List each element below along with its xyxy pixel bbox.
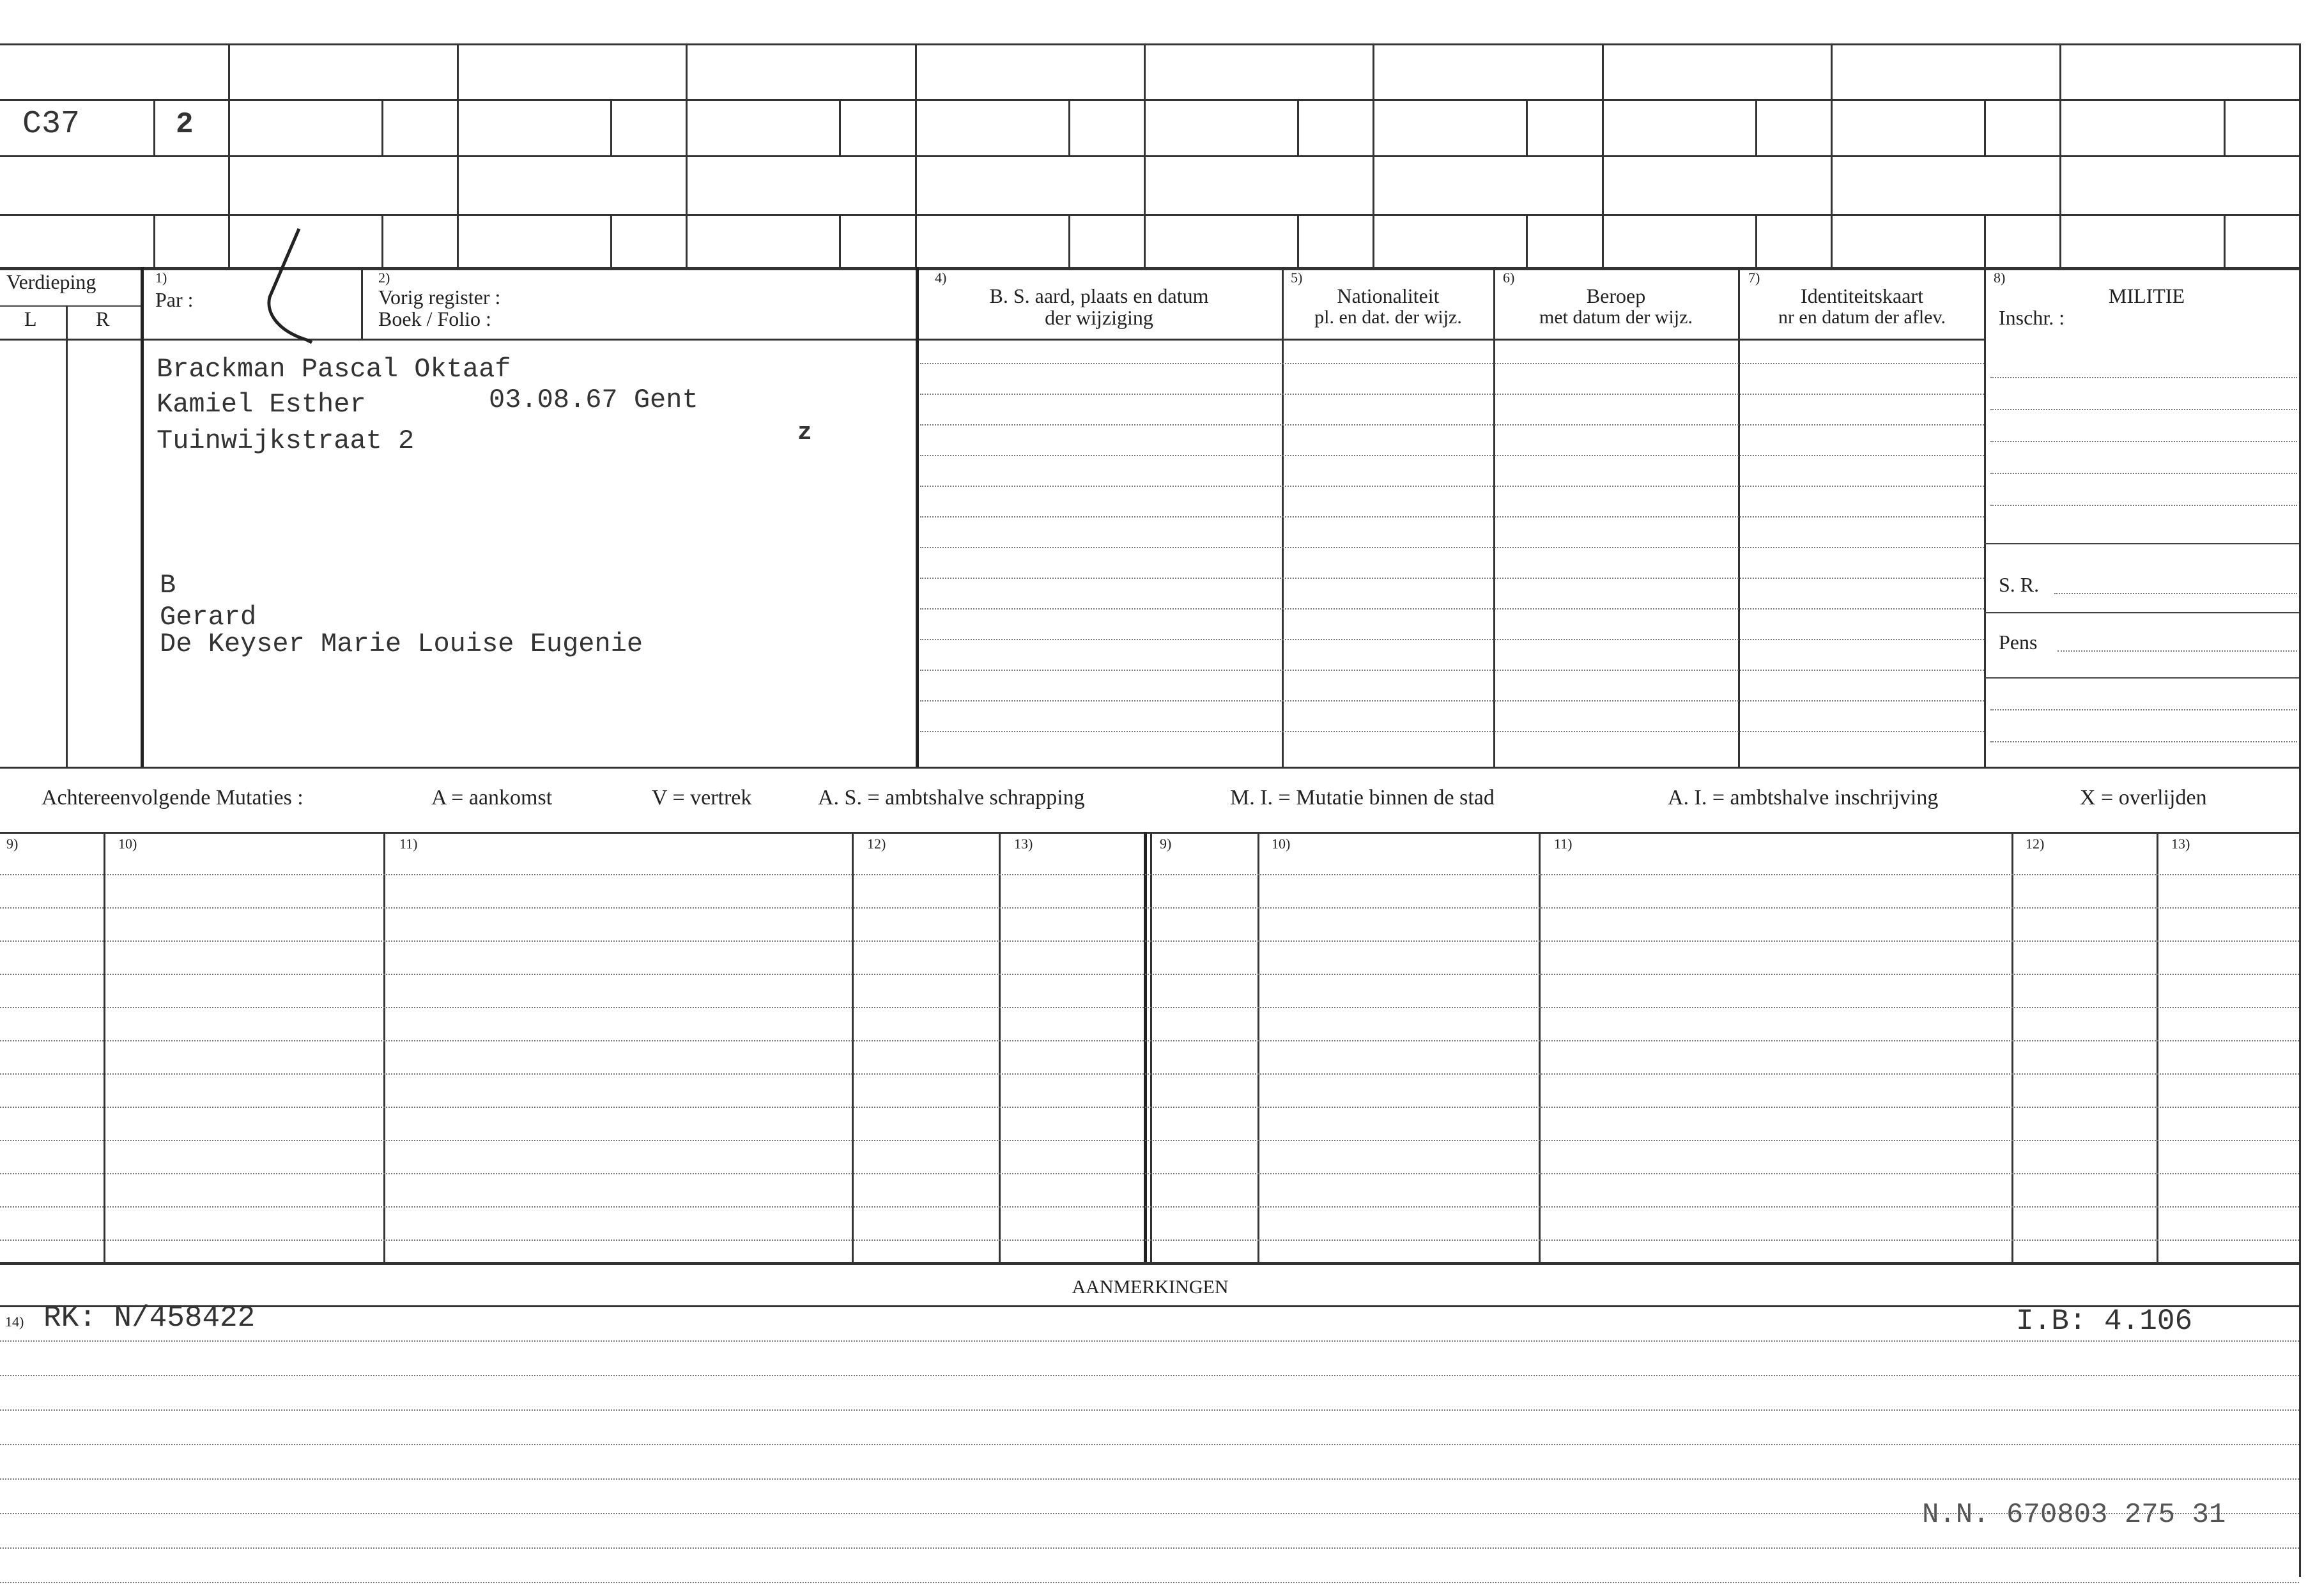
mut-col-12b: 12) xyxy=(2026,836,2045,852)
mut-col-10a: 10) xyxy=(118,836,137,852)
nationaliteit-sub-label: pl. en dat. der wijz. xyxy=(1314,307,1462,328)
top-number: 2 xyxy=(176,108,194,141)
remarks-title: AANMERKINGEN xyxy=(1072,1277,1229,1298)
legend-as: A. S. = ambtshalve schrapping xyxy=(818,786,1085,810)
person-name: Brackman Pascal Oktaaf xyxy=(157,354,511,385)
bs-label-1: B. S. aard, plaats en datum xyxy=(989,284,1209,307)
militie-label: MILITIE xyxy=(2109,284,2185,307)
col2-num: 2) xyxy=(378,270,390,286)
legend-x: X = overlijden xyxy=(2080,786,2207,810)
person-mother: De Keyser Marie Louise Eugenie xyxy=(160,629,643,659)
col1-num: 1) xyxy=(155,270,167,286)
left-label: L xyxy=(24,307,37,330)
person-parent: Kamiel Esther xyxy=(157,389,366,420)
boek-folio-label: Boek / Folio : xyxy=(378,307,491,330)
col6-num: 6) xyxy=(1503,270,1515,286)
legend-v: V = vertrek xyxy=(652,786,752,810)
mut-col-9a: 9) xyxy=(6,836,19,852)
person-birth: 03.08.67 Gent xyxy=(489,385,698,415)
col8-num: 8) xyxy=(1994,270,2006,286)
beroep-label: Beroep xyxy=(1586,284,1646,307)
mut-col-11b: 11) xyxy=(1554,836,1573,852)
identiteitskaart-label: Identiteitskaart xyxy=(1801,284,1923,307)
identiteitskaart-sub-label: nr en datum der aflev. xyxy=(1778,307,1946,328)
legend-ai: A. I. = ambtshalve inschrijving xyxy=(1668,786,1939,810)
top-code: C37 xyxy=(22,106,81,142)
mut-col-9b: 9) xyxy=(1160,836,1172,852)
col4-num: 4) xyxy=(935,270,947,286)
pens-label: Pens xyxy=(1999,631,2038,654)
mut-col-12a: 12) xyxy=(867,836,886,852)
col7-num: 7) xyxy=(1748,270,1760,286)
nationaliteit-label: Nationaliteit xyxy=(1337,284,1440,307)
par-label: Par : xyxy=(155,288,194,311)
bs-label-2: der wijziging xyxy=(1045,306,1153,329)
verdieping-label: Verdieping xyxy=(6,270,96,293)
inschr-label: Inschr. : xyxy=(1999,306,2065,329)
mut-col-13a: 13) xyxy=(1014,836,1033,852)
remarks-rk: RK: N/458422 xyxy=(43,1301,256,1335)
remarks-nn: N.N. 670803 275 31 xyxy=(1922,1499,2226,1531)
pen-stroke xyxy=(243,224,332,351)
sr-label: S. R. xyxy=(1999,573,2040,596)
legend-a: A = aankomst xyxy=(431,786,553,810)
remarks-num: 14) xyxy=(5,1314,24,1330)
person-father: Gerard xyxy=(160,602,257,633)
beroep-sub-label: met datum der wijz. xyxy=(1539,307,1693,328)
vorig-register-label: Vorig register : xyxy=(378,286,501,309)
right-label: R xyxy=(96,307,110,330)
person-address: Tuinwijkstraat 2 xyxy=(157,426,415,456)
legend-mi: M. I. = Mutatie binnen de stad xyxy=(1230,786,1495,810)
mut-col-10b: 10) xyxy=(1272,836,1291,852)
legend-title: Achtereenvolgende Mutaties : xyxy=(42,786,304,810)
person-b: B xyxy=(160,570,176,601)
mut-col-11a: 11) xyxy=(399,836,418,852)
person-mark: z xyxy=(797,419,812,447)
mut-col-13b: 13) xyxy=(2171,836,2190,852)
col5-num: 5) xyxy=(1291,270,1303,286)
remarks-ib: I.B: 4.106 xyxy=(2016,1305,2193,1338)
